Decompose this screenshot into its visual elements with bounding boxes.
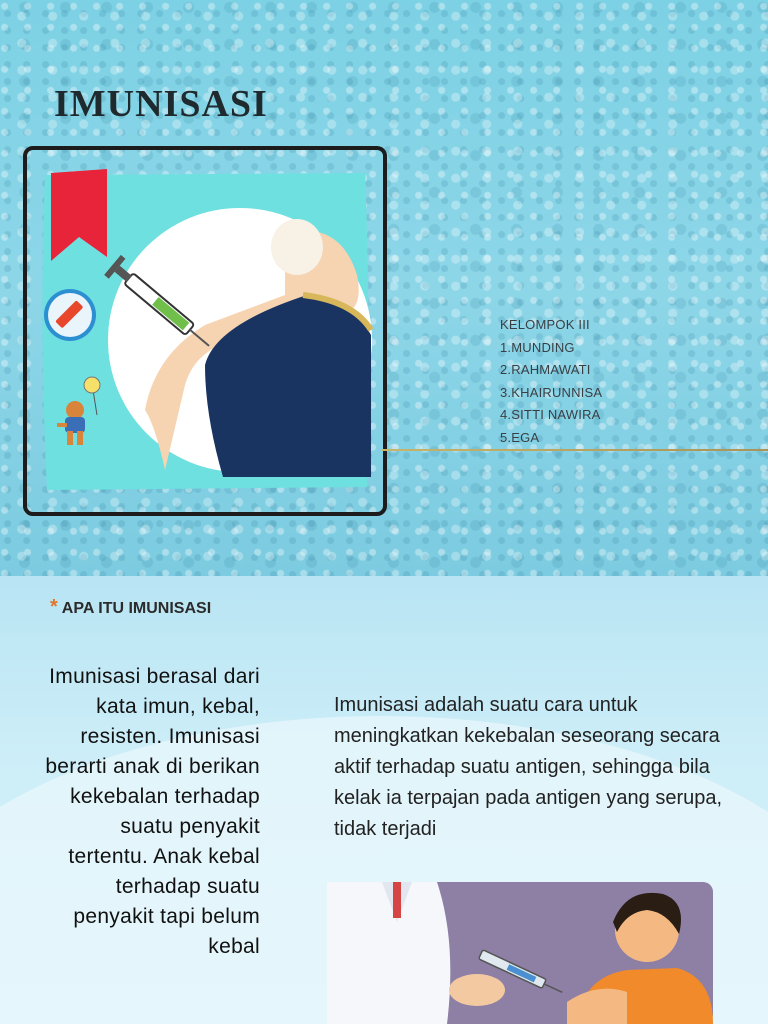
syringe-badge-icon <box>44 289 96 341</box>
left-definition-text: Imunisasi berasal dari kata imun, kebal, resisten. Imunisasi berarti anak di berikan kekebalan terhadap suatu penyakit tertentu. Anak kebal terhadap suatu penyakit tapi belum kebal <box>45 665 260 958</box>
group-members-list <box>500 314 602 449</box>
member-item: 3.KHAIRUNNISA <box>500 384 603 400</box>
member-item: 4.SITTI NAWIRA <box>500 407 601 422</box>
member-item: 5.EGA <box>500 429 540 445</box>
section-heading <box>50 596 211 619</box>
member-item: 1.MUNDING <box>500 339 575 355</box>
doctor-coat <box>327 882 450 1024</box>
doctor-injecting-child-illustration <box>327 882 713 1024</box>
slide-title: IMUNISASI <box>54 83 268 125</box>
definition-slide <box>0 576 768 1024</box>
heading-text: APA ITU IMUNISASI <box>61 600 212 617</box>
vaccination-illustration <box>35 165 375 495</box>
bullet-star: * <box>50 596 58 618</box>
right-definition-text: Imunisasi adalah suatu cara untuk meningkatkan kekebalan seseorang secara aktif terhadap suatu antigen, sehingga bila kelak ia terpajan pada antigen yang serupa, tidak terjadi <box>334 694 723 840</box>
group-name: KELOMPOK III <box>500 317 590 332</box>
member-item: 2.RAHMAWATI <box>500 362 591 377</box>
gold-divider-line <box>382 449 768 451</box>
